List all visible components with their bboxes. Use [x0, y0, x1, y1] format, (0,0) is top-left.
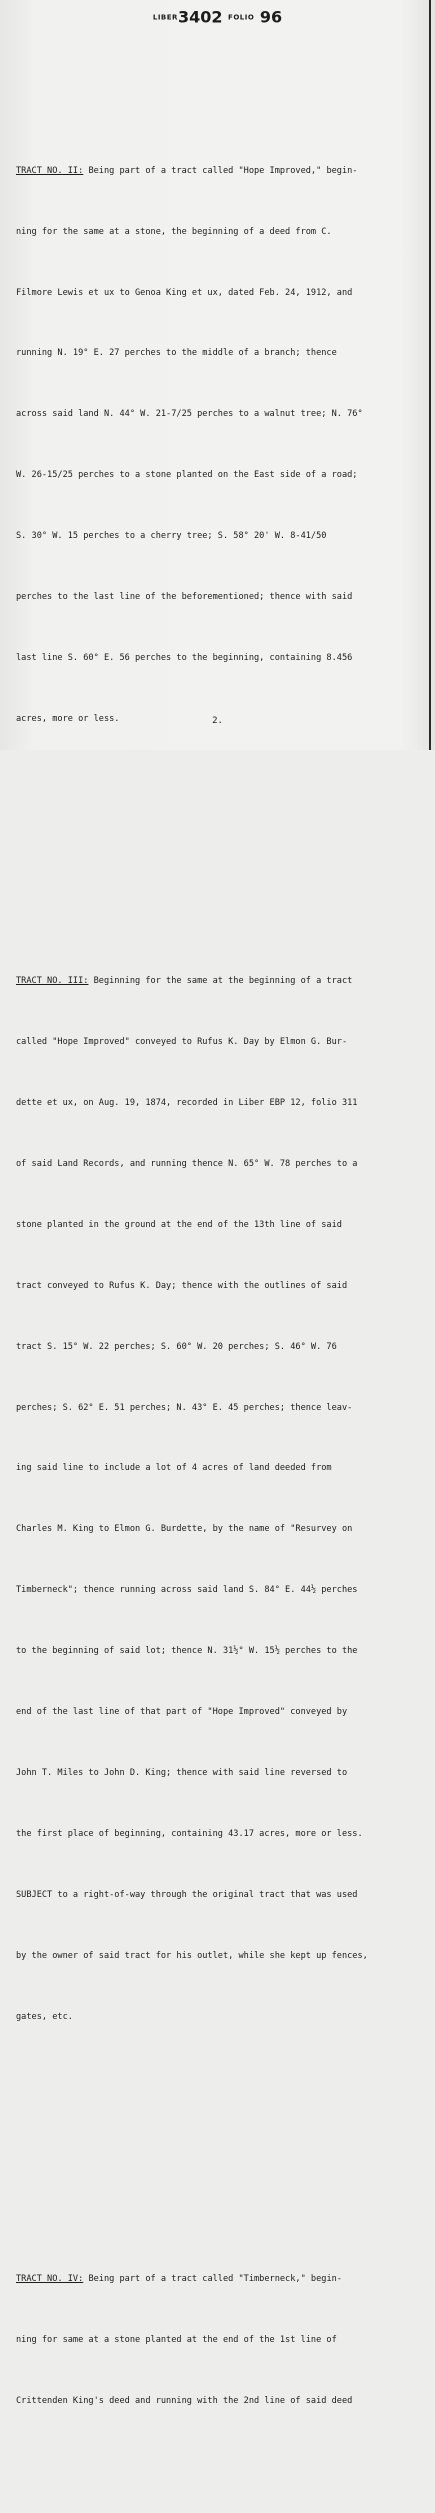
liber-label: LIBER	[152, 13, 178, 22]
text-line: ning for the same at a stone, the beginning of a deed from C.	[16, 226, 332, 237]
text-line: ning for same at a stone planted at the end of the 1st line of	[16, 2334, 337, 2345]
text-line: by the owner of said tract for his outlet, while she kept up fences,	[16, 1950, 368, 1961]
paragraph-first-line	[16, 161, 428, 181]
text-line: end of the last line of that part of "Hope Improved" conveyed by	[16, 1707, 348, 1718]
tract-ii-intro: Being part of a tract called "Hope Improved," begin-	[83, 165, 358, 176]
text-line: across said land N. 44° W. 21-7/25 perches to a walnut tree; N. 76°	[16, 409, 363, 420]
text-line: stone planted in the ground at the end of the 13th line of said	[16, 1219, 342, 1230]
text-line: called "Hope Improved" conveyed to Rufus K. Day by Elmon G. Bur-	[16, 1037, 348, 1048]
text-line: acres, more or less.	[16, 713, 120, 724]
text-line: perches to the last line of the beforementioned; thence with said	[16, 592, 353, 603]
text-line: Timberneck"; thence running across said land S. 84° E. 44½ perches	[16, 1585, 358, 1596]
paragraph-first-line	[16, 971, 428, 991]
tract-iii-label: TRACT NO. III:	[16, 976, 89, 987]
text-line: John T. Miles to John D. King; thence with said line reversed to	[16, 1767, 348, 1778]
text-line: tract S. 15° W. 22 perches; S. 60° W. 20 perches; S. 46° W. 76	[16, 1341, 337, 1352]
tract-iii-paragraph	[16, 931, 428, 2068]
text-line: Filmore Lewis et ux to Genoa King et ux, dated Feb. 24, 1912, and	[16, 287, 353, 298]
text-line: dette et ux, on Aug. 19, 1874, recorded in Liber EBP 12, folio 311	[16, 1098, 358, 1109]
text-line: last line S. 60° E. 56 perches to the beginning, containing 8.456	[16, 652, 353, 663]
text-line: SUBJECT to a right-of-way through the original tract that was used	[16, 1889, 358, 1900]
deed-body	[16, 39, 428, 2513]
text-line: ing said line to include a lot of 4 acres of land deeded from	[16, 1463, 332, 1474]
text-line: tract conveyed to Rufus K. Day; thence with the outlines of said	[16, 1280, 348, 1291]
folio-label: FOLIO	[228, 13, 255, 22]
text-line: to the beginning of said lot; thence N. 31½° W. 15½ perches to the	[16, 1646, 358, 1657]
text-line: gates, etc.	[16, 2011, 73, 2022]
text-line: Charles M. King to Elmon G. Burdette, by the name of "Resurvey on	[16, 1524, 353, 1535]
text-line: of said Land Records, and running thence N. 65° W. 78 perches to a	[16, 1159, 358, 1170]
text-line: S. 30° W. 15 perches to a cherry tree; S. 58° 20' W. 8-41/50	[16, 531, 327, 542]
tract-iv-intro: Being part of a tract called "Timberneck," begin-	[83, 2274, 342, 2285]
text-line: perches; S. 62° E. 51 perches; N. 43° E. 45 perches; thence leav-	[16, 1402, 353, 1413]
tract-iv-label: TRACT NO. IV:	[16, 2274, 84, 2285]
folio-number: 96	[259, 7, 283, 27]
paragraph-first-line	[16, 2269, 428, 2289]
text-line: the first place of beginning, containing 43.17 acres, more or less.	[16, 1828, 363, 1839]
liber-number: 3402	[177, 7, 223, 27]
paragraph-gap	[16, 831, 428, 850]
liber-folio-header	[0, 4, 435, 31]
text-line: Crittenden King's deed and running with the 2nd line of said deed	[16, 2395, 353, 2406]
text-line: W. 26-15/25 perches to a stone planted on the East side of a road;	[16, 470, 358, 481]
page-number: 2.	[212, 716, 223, 726]
tract-iii-intro: Beginning for the same at the beginning of a tract	[88, 976, 353, 987]
tract-ii-paragraph	[16, 120, 428, 770]
text-line: running N. 19° E. 27 perches to the middle of a branch; thence	[16, 348, 337, 359]
tract-ii-label: TRACT NO. II:	[16, 165, 84, 176]
paragraph-gap	[16, 2128, 428, 2147]
right-margin-line	[429, 0, 431, 750]
tract-iv-paragraph	[16, 2228, 428, 2451]
